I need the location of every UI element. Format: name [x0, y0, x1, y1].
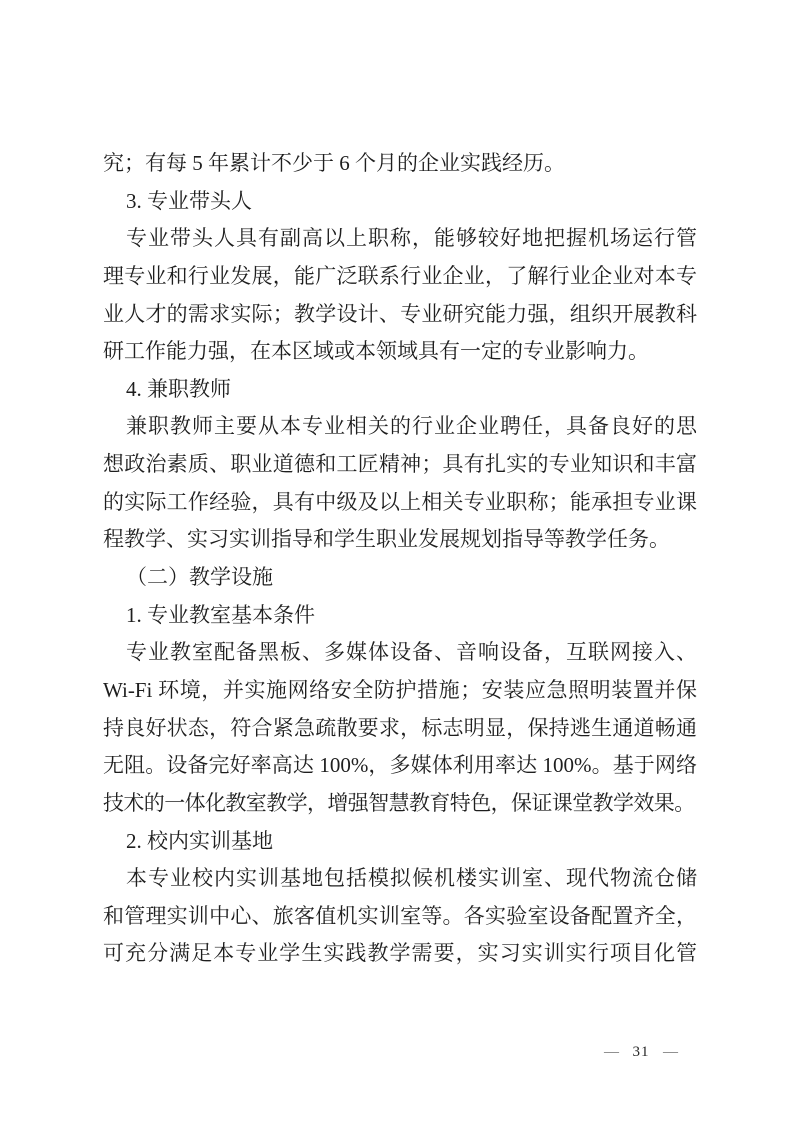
text-line: 想政治素质、职业道德和工匠精神；具有扎实的专业知识和丰富 — [103, 452, 697, 477]
text-line: 的实际工作经验，具有中级及以上相关专业职称；能承担专业课 — [103, 489, 697, 514]
text-line: 技术的一体化教室教学，增强智慧教育特色，保证课堂教学效果。 — [103, 790, 695, 815]
text-line: 和管理实训中心、旅客值机实训室等。各实验室设备配置齐全， — [103, 903, 697, 928]
heading-classroom-basic-conditions: 1. 专业教室基本条件 — [126, 602, 315, 627]
page-number: 31 — [632, 1044, 650, 1060]
heading-part-time-teachers: 4. 兼职教师 — [126, 376, 231, 401]
text-line: Wi-Fi 环境，并实施网络安全防护措施；安装应急照明装置并保 — [103, 677, 697, 702]
footer-dash-right: — — [663, 1045, 678, 1059]
text-line: 持良好状态，符合紧急疏散要求，标志明显，保持逃生通道畅通 — [103, 715, 697, 740]
text-line: 本专业校内实训基地包括模拟候机楼实训室、现代物流仓储 — [126, 866, 697, 891]
text-line: 兼职教师主要从本专业相关的行业企业聘任，具备良好的思 — [126, 414, 697, 439]
text-line: 研工作能力强，在本区域或本领域具有一定的专业影响力。 — [103, 339, 649, 364]
page-footer — [604, 1044, 678, 1061]
text-line: 理专业和行业发展，能广泛联系行业企业，了解行业企业对本专 — [103, 263, 697, 288]
text-line: 专业教室配备黑板、多媒体设备、音响设备，互联网接入、 — [126, 640, 697, 665]
text-line: 专业带头人具有副高以上职称，能够较好地把握机场运行管 — [126, 226, 697, 251]
text-line: 究；有每 5 年累计不少于 6 个月的企业实践经历。 — [103, 151, 565, 175]
text-line: 无阻。设备完好率高达 100%，多媒体利用率达 100%。基于网络 — [103, 753, 697, 778]
document-body — [103, 145, 697, 973]
heading-professional-leader: 3. 专业带头人 — [126, 188, 252, 213]
text-line: 可充分满足本专业学生实践教学需要，实习实训实行项目化管 — [103, 941, 697, 966]
footer-dash-left: — — [604, 1045, 619, 1059]
heading-campus-training-base: 2. 校内实训基地 — [126, 828, 273, 853]
text-line: 程教学、实习实训指导和学生职业发展规划指导等教学任务。 — [103, 527, 670, 552]
text-line: 业人才的需求实际；教学设计、专业研究能力强，组织开展教科 — [103, 301, 697, 326]
heading-teaching-facilities: （二）教学设施 — [126, 565, 273, 590]
